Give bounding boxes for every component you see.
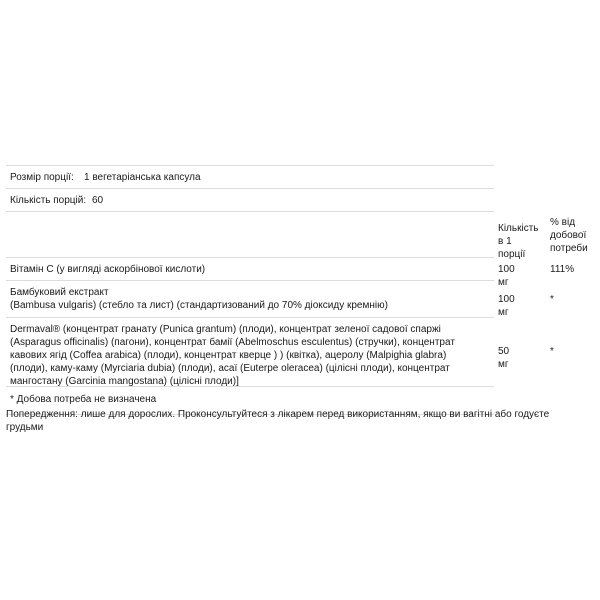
- footnote-text: * Добова потреба не визначена: [10, 394, 157, 405]
- servings-count-label: Кількість порцій:: [10, 195, 87, 206]
- servings-count-row: [6, 188, 494, 211]
- nutrient-row: [6, 257, 575, 288]
- amount-column-header: Кількість в 1 порції: [498, 223, 539, 260]
- nutrient-row: [6, 280, 554, 318]
- supplement-facts-panel: [6, 165, 588, 415]
- serving-size-row: [6, 165, 494, 188]
- nutrient-amount: 100 мг: [498, 294, 515, 318]
- servings-count-value: 60: [92, 195, 104, 206]
- nutrient-name: Вітамін С (у вигляді аскорбінової кислоти): [10, 264, 206, 275]
- nutrient-amount: 50 мг: [498, 346, 510, 370]
- serving-size-label: Розмір порції:: [10, 172, 74, 183]
- nutrient-daily-value: *: [550, 294, 554, 305]
- column-header-row: [6, 211, 588, 260]
- serving-size-value: 1 вегетаріанська капсула: [84, 172, 201, 183]
- nutrient-name: Dermaval® (концентрат гранату (Punica grantum) (плоди), концентрат зеленої садової спаржі (Asparagus officinalis) (пагони), концентрат бамії (Abelmoschus esculentus) (стручки), концентрат кавових ягід (Coffea arabica) (плоди), концентрат кверце ) ) (квітка), ацеролу (Malpighia glabra) (плоди), каму-каму (Myrciaria dubia) (плоди), асаї (Euterpe oleracea) (цілісні плоди), концентрат мангостану (Garcinia mangostana) (цілісні плоди)]: [10, 324, 455, 387]
- nutrient-row: [6, 317, 554, 387]
- warning-text: Попередження: лише для дорослих. Проконсультуйтеся з лікарем перед використанням, якщо ви вагітні або годуєте грудьми: [6, 409, 550, 433]
- nutrient-daily-value: *: [550, 346, 554, 357]
- nutrient-amount: 100 мг: [498, 264, 515, 288]
- daily-value-column-header: % від добової потреби: [550, 217, 588, 254]
- nutrient-daily-value: 111%: [550, 264, 575, 275]
- nutrient-name: Бамбуковий екстракт (Bambusa vulgaris) (стебло та лист) (стандартизований до 70% діоксиду кремнію): [10, 287, 388, 311]
